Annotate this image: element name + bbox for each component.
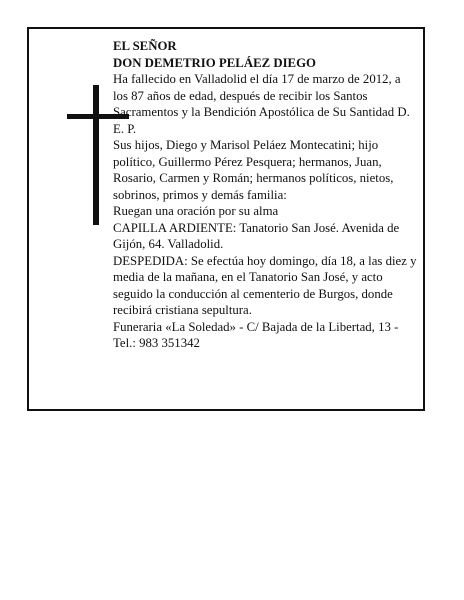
title-line-1: EL SEÑOR [113,39,177,53]
cross-vertical-bar [93,85,99,225]
chapel-info: CAPILLA ARDIENTE: Tanatorio San José. Avenida de Gijón, 64. Valladolid. [113,220,400,251]
deceased-name: DON DEMETRIO PELÁEZ DIEGO [113,55,317,70]
obituary-text [113,38,418,352]
death-announcement: Ha fallecido en Valladolid el día 17 de marzo de 2012, a los 87 años de edad, después de recibir los Santos Sacramentos y la Bendición Apostólica de Su Santidad D. E. P. [113,72,410,136]
farewell-info: DESPEDIDA: Se efectúa hoy domingo, día 18, a las diez y media de la mañana, en el Tanatorio San José, y acto seguido la conducción al cementerio de Burgos, donde recibirá cristiana sepultura. [113,253,417,317]
family-paragraph: Sus hijos, Diego y Marisol Peláez Montecatini; hijo político, Guillermo Pérez Pesquera; hermanos, Juan, Rosario, Carmen y Román; hermanos políticos, nietos, sobrinos, primos y demás familia: [113,138,394,202]
prayer-request: Ruegan una oración por su alma [113,204,279,218]
funeral-home-info: Funeraria «La Soledad» - C/ Bajada de la Libertad, 13 - Tel.: 983 351342 [113,319,399,350]
